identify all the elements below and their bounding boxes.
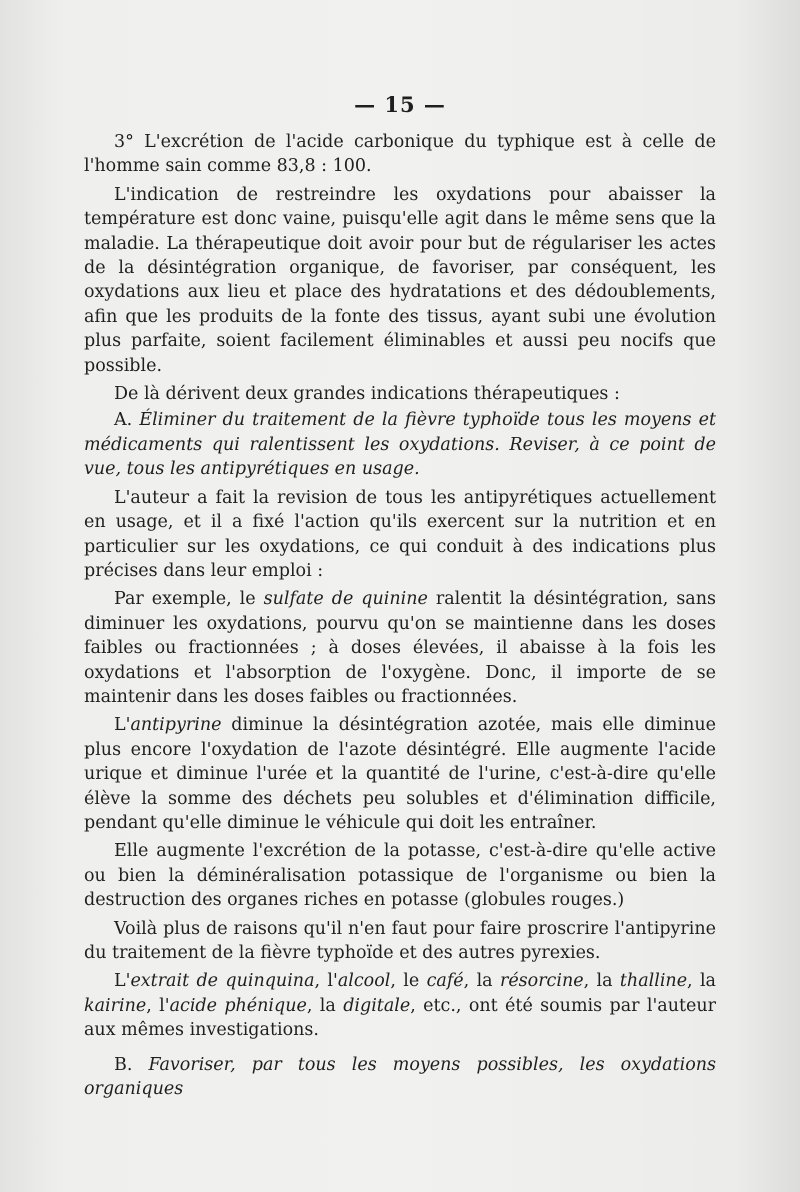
agent-acide-phenique: acide phénique <box>169 995 307 1016</box>
paragraph-co2-excretion: 3° L'excrétion de l'acide carbonique du typhique est à celle de l'homme sain comme 83,8 : 100. <box>84 132 716 177</box>
antipyrine-post: diminue la désintégration azotée, mais elle diminue plus encore l'oxydation de l'azote désintégré. Elle augmente l'acide urique et diminue l'urée et la quantité de l'urine, c'est-à-dire qu'elle élève la somme des déchets peu solubles et d'élimination difficile, pendant qu'elle diminue le véhicule qui doit les entraîner. <box>84 715 716 833</box>
agent-digitale: digitale <box>343 995 411 1016</box>
agent-quinquina: extrait de quinquina <box>130 971 315 992</box>
agents-text-5: , la <box>583 971 620 992</box>
agent-kairine: kairine <box>84 995 147 1016</box>
agent-alcool: alcool <box>337 971 391 992</box>
agent-thalline: thalline <box>619 971 688 992</box>
indication-b-text: Favoriser, par tous les moyens possibles, les oxydations organiques <box>84 1054 716 1100</box>
agents-text-3: , le <box>390 971 427 992</box>
agents-text-2: , l' <box>314 971 338 992</box>
quinine-post: ralentit la désintégration, sans diminuer les oxydations, pourvu qu'on se maintienne dans les doses faibles ou fractionnées ; à doses élevées, il abaisse à la fois les oxydations et l'absorption de l'oxygène. Donc, il importe de se maintenir dans les doses faibles ou fractionnées. <box>84 589 716 707</box>
agent-resorcine: résorcine <box>499 971 584 992</box>
paragraph-quinine <box>84 587 716 709</box>
antipyrine-term: antipyrine <box>130 715 222 736</box>
paragraph-two-indications: De là dérivent deux grandes indications thérapeutiques : <box>114 384 620 405</box>
paragraph-potassium: Elle augmente l'excrétion de la potasse, c'est-à-dire qu'elle active ou bien la déminéralisation potassique de l'organisme ou bien la destruction des organes riches en potasse (globules rouges.) <box>84 841 716 911</box>
agents-text-7: , l' <box>146 995 170 1016</box>
quinine-term: sulfate de quinine <box>263 589 428 610</box>
agents-text-9: , etc., ont été soumis par l'auteur aux mêmes investigations. <box>84 995 716 1041</box>
paragraph-indication-a <box>84 408 716 481</box>
indication-a-text: Éliminer du traitement de la fièvre typhoïde tous les moyens et médicaments qui ralentissent les oxydations. Reviser, à ce point de vue, tous les antipyrétiques en usage. <box>84 410 716 480</box>
indication-b-letter: B. <box>114 1054 149 1075</box>
agents-text-8: , la <box>306 995 344 1016</box>
agents-text-1: L' <box>114 971 131 992</box>
paragraph-other-agents <box>84 969 716 1042</box>
paragraph-author-revision: L'auteur a fait la revision de tous les antipyrétiques actuellement en usage, et il a fixé l'action qu'ils exercent sur la nutrition et en particulier sur les oxydations, ce qui conduit à des indications plus précises dans leur emploi : <box>84 487 716 581</box>
paragraph-antipyrine <box>84 713 716 835</box>
paragraph-oxidation-indication: L'indication de restreindre les oxydations pour abaisser la température est donc vaine, puisqu'elle agit dans le même sens que la maladie. La thérapeutique doit avoir pour but de régulariser les actes de la désintégration organique, de favoriser, par conséquent, les oxydations aux lieu et place des hydratations et des dédoublements, afin que les produits de la fonte des tissus, ayant subi une évolution plus parfaite, soient facilement éliminables et aussi peu nocifs que possible. <box>84 184 716 376</box>
paragraph-proscribe: Voilà plus de raisons qu'il n'en faut pour faire proscrire l'antipyrine du traitement de la fièvre typhoïde et des autres pyrexies. <box>84 918 716 963</box>
quinine-pre: Par exemple, le <box>114 589 264 610</box>
paragraph-indication-b <box>84 1053 716 1102</box>
agents-text-6: , la <box>687 971 716 992</box>
page-body <box>84 130 716 1105</box>
page-number: — 15 — <box>354 92 446 117</box>
antipyrine-pre: L' <box>114 715 131 736</box>
agent-cafe: café <box>426 971 464 992</box>
indication-a-letter: A. <box>114 410 140 431</box>
agents-text-4: , la <box>463 971 500 992</box>
